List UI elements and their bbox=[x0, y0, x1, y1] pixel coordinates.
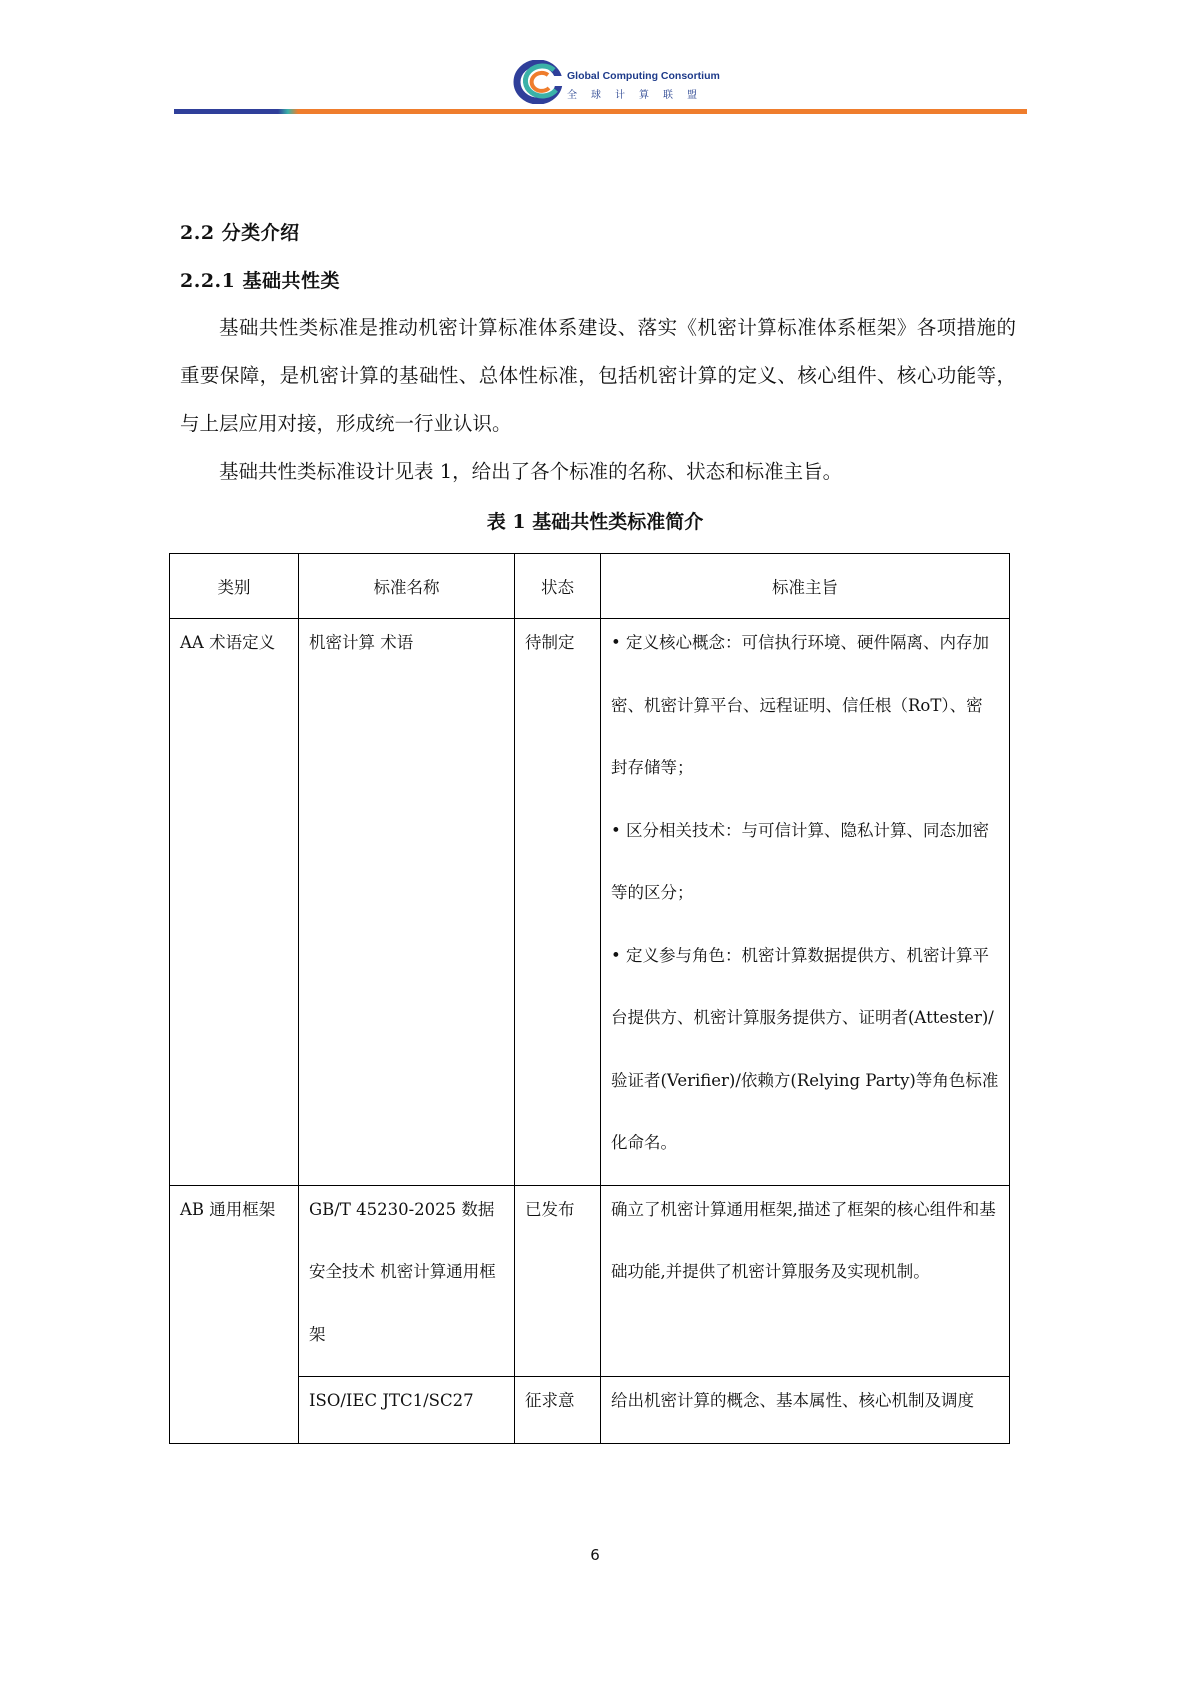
row-standard-name: ISO/IEC JTC1/SC27 bbox=[299, 1377, 515, 1444]
row-standard-name: GB/T 45230-2025 数据安全技术 机密计算通用框架 bbox=[299, 1185, 515, 1377]
row-category: AA 术语定义 bbox=[170, 619, 299, 1186]
global-computing-consortium-logo bbox=[510, 60, 570, 104]
row-status: 已发布 bbox=[515, 1185, 601, 1377]
header-status: 状态 bbox=[515, 554, 601, 619]
header-category: 类别 bbox=[170, 554, 299, 619]
purpose-bullet: • 定义参与角色：机密计算数据提供方、机密计算平台提供方、机密计算服务提供方、证明者(Attester)/验证者(Verifier)/依赖方(Relying Party)等角色标准化命名。 bbox=[611, 945, 999, 1152]
table-row bbox=[170, 619, 1010, 1186]
header-rule-blue bbox=[174, 109, 278, 114]
brand-block bbox=[567, 70, 720, 101]
table-header-row bbox=[170, 554, 1010, 619]
row-status: 待制定 bbox=[515, 619, 601, 1186]
row-category: AB 通用框架 bbox=[170, 1185, 299, 1443]
table-row bbox=[170, 1185, 1010, 1377]
header-standard-name: 标准名称 bbox=[299, 554, 515, 619]
row-standard-name: 机密计算 术语 bbox=[299, 619, 515, 1186]
brand-name-cn: 全球计算联盟 bbox=[567, 90, 711, 101]
row-purpose: 给出机密计算的概念、基本属性、核心机制及调度 bbox=[601, 1377, 1010, 1444]
paragraph-intro: 基础共性类标准是推动机密计算标准体系建设、落实《机密计算标准体系框架》各项措施的重要保障，是机密计算的基础性、总体性标准，包括机密计算的定义、核心组件、核心功能等，与上层应用对接，形成统一行业认识。 bbox=[180, 316, 1016, 435]
standards-table bbox=[169, 553, 1010, 1444]
purpose-bullet: • 区分相关技术：与可信计算、隐私计算、同态加密等的区分； bbox=[611, 820, 989, 902]
paragraph-table-ref: 基础共性类标准设计见表 1，给出了各个标准的名称、状态和标准主旨。 bbox=[219, 460, 843, 483]
page-number: 6 bbox=[590, 1546, 600, 1564]
section-heading: 2.2 分类介绍 bbox=[180, 222, 300, 244]
table-caption: 表 1 基础共性类标准简介 bbox=[486, 511, 704, 533]
row-purpose: 确立了机密计算通用框架,描述了框架的核心组件和基础功能,并提供了机密计算服务及实现机制。 bbox=[601, 1185, 1010, 1377]
header-rule-orange bbox=[298, 109, 1027, 114]
row-status: 征求意 bbox=[515, 1377, 601, 1444]
row-purpose bbox=[601, 619, 1010, 1186]
header-rule-teal bbox=[278, 109, 298, 114]
page-header bbox=[0, 60, 1190, 116]
brand-name-en: Global Computing Consortium bbox=[567, 70, 720, 82]
header-purpose: 标准主旨 bbox=[601, 554, 1010, 619]
purpose-bullet: • 定义核心概念：可信执行环境、硬件隔离、内存加密、机密计算平台、远程证明、信任根（RoT）、密封存储等； bbox=[611, 633, 989, 777]
subsection-heading: 2.2.1 基础共性类 bbox=[180, 270, 341, 292]
